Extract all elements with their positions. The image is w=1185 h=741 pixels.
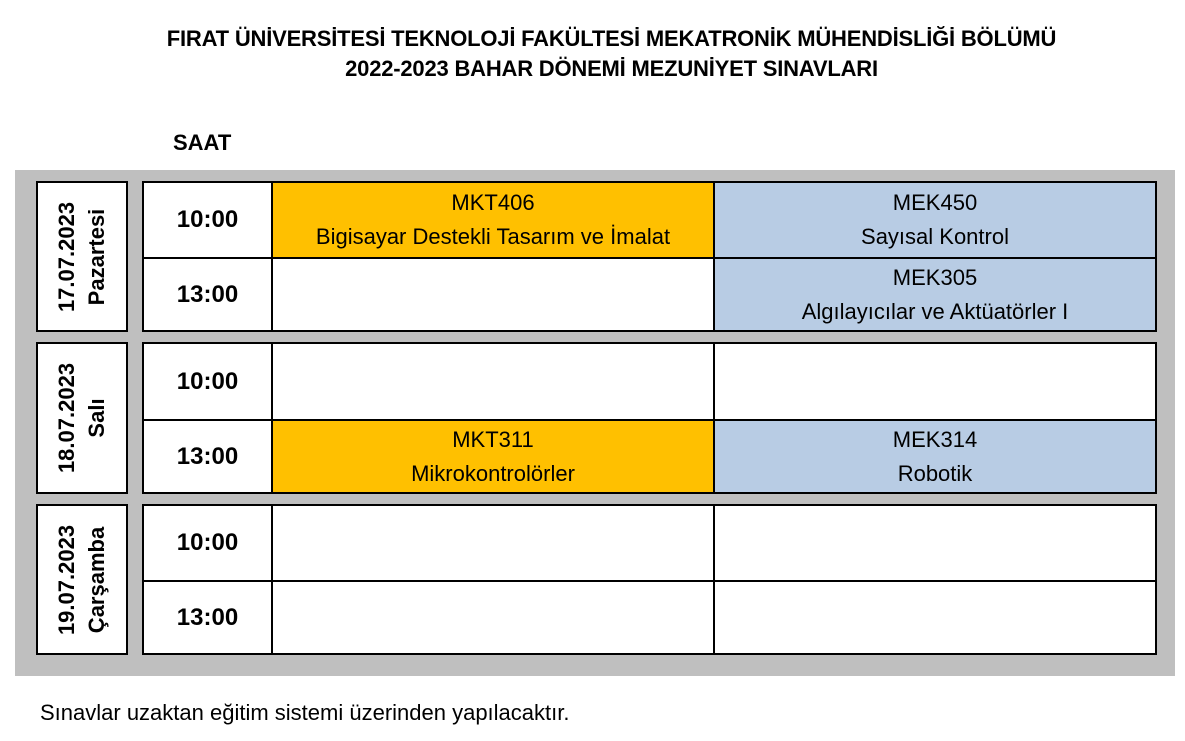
exam-cell-empty <box>715 506 1155 580</box>
time-slot-row <box>144 506 1155 580</box>
exam-cell <box>715 183 1155 257</box>
exam-cell-empty <box>273 259 715 330</box>
footer-note: Sınavlar uzaktan eğitim sistemi üzerinden yapılacaktır. <box>40 700 570 725</box>
day-label-2 <box>36 342 128 494</box>
exam-cell <box>273 183 715 257</box>
exam-code: MKT311 <box>452 426 534 452</box>
exam-cell-empty <box>273 506 715 580</box>
exam-name: Mikrokontrolörler <box>411 460 575 486</box>
document-subtitle: 2022-2023 BAHAR DÖNEMİ MEZUNİYET SINAVLARI <box>345 56 878 81</box>
exam-cell-empty <box>273 344 715 419</box>
exam-name: Robotik <box>897 460 973 486</box>
time-column-header: SAAT <box>173 130 232 155</box>
day-name: Salı <box>84 398 109 438</box>
exam-name: Sayısal Kontrol <box>861 224 1009 249</box>
time-slot-row <box>144 421 1155 492</box>
exam-cell-empty <box>715 582 1155 653</box>
slot-time: 13:00 <box>144 259 273 330</box>
day-name: Pazartesi <box>84 208 109 305</box>
exam-code: MEK450 <box>892 190 978 215</box>
time-slot-row <box>144 344 1155 419</box>
exam-cell <box>715 259 1155 330</box>
day-date: 19.07.2023 <box>54 524 79 635</box>
exam-cell-empty <box>273 582 715 653</box>
document-title: FIRAT ÜNİVERSİTESİ TEKNOLOJİ FAKÜLTESİ MEKATRONİK MÜHENDİSLİĞİ BÖLÜMÜ <box>166 26 1057 51</box>
day-label-3 <box>36 504 128 655</box>
day-schedule-2 <box>142 342 1157 494</box>
slot-time: 10:00 <box>144 344 273 419</box>
exam-name: Bigisayar Destekli Tasarım ve İmalat <box>315 224 671 249</box>
exam-cell <box>715 421 1155 492</box>
day-schedule-1 <box>142 181 1157 332</box>
day-date: 17.07.2023 <box>54 201 79 312</box>
time-slot-row <box>144 259 1155 330</box>
exam-cell <box>273 421 715 492</box>
slot-time: 13:00 <box>144 582 273 653</box>
slot-time: 10:00 <box>144 183 273 257</box>
exam-code: MKT406 <box>451 190 535 215</box>
exam-code: MEK314 <box>892 426 978 452</box>
exam-name: Algılayıcılar ve Aktüatörler I <box>801 298 1069 324</box>
day-label-1 <box>36 181 128 332</box>
exam-cell-empty <box>715 344 1155 419</box>
slot-time: 10:00 <box>144 506 273 580</box>
slot-time: 13:00 <box>144 421 273 492</box>
exam-code: MEK305 <box>892 264 978 290</box>
day-date: 18.07.2023 <box>54 362 79 474</box>
day-schedule-3 <box>142 504 1157 655</box>
time-slot-row <box>144 582 1155 653</box>
day-name: Çarşamba <box>84 526 109 633</box>
time-slot-row <box>144 183 1155 257</box>
